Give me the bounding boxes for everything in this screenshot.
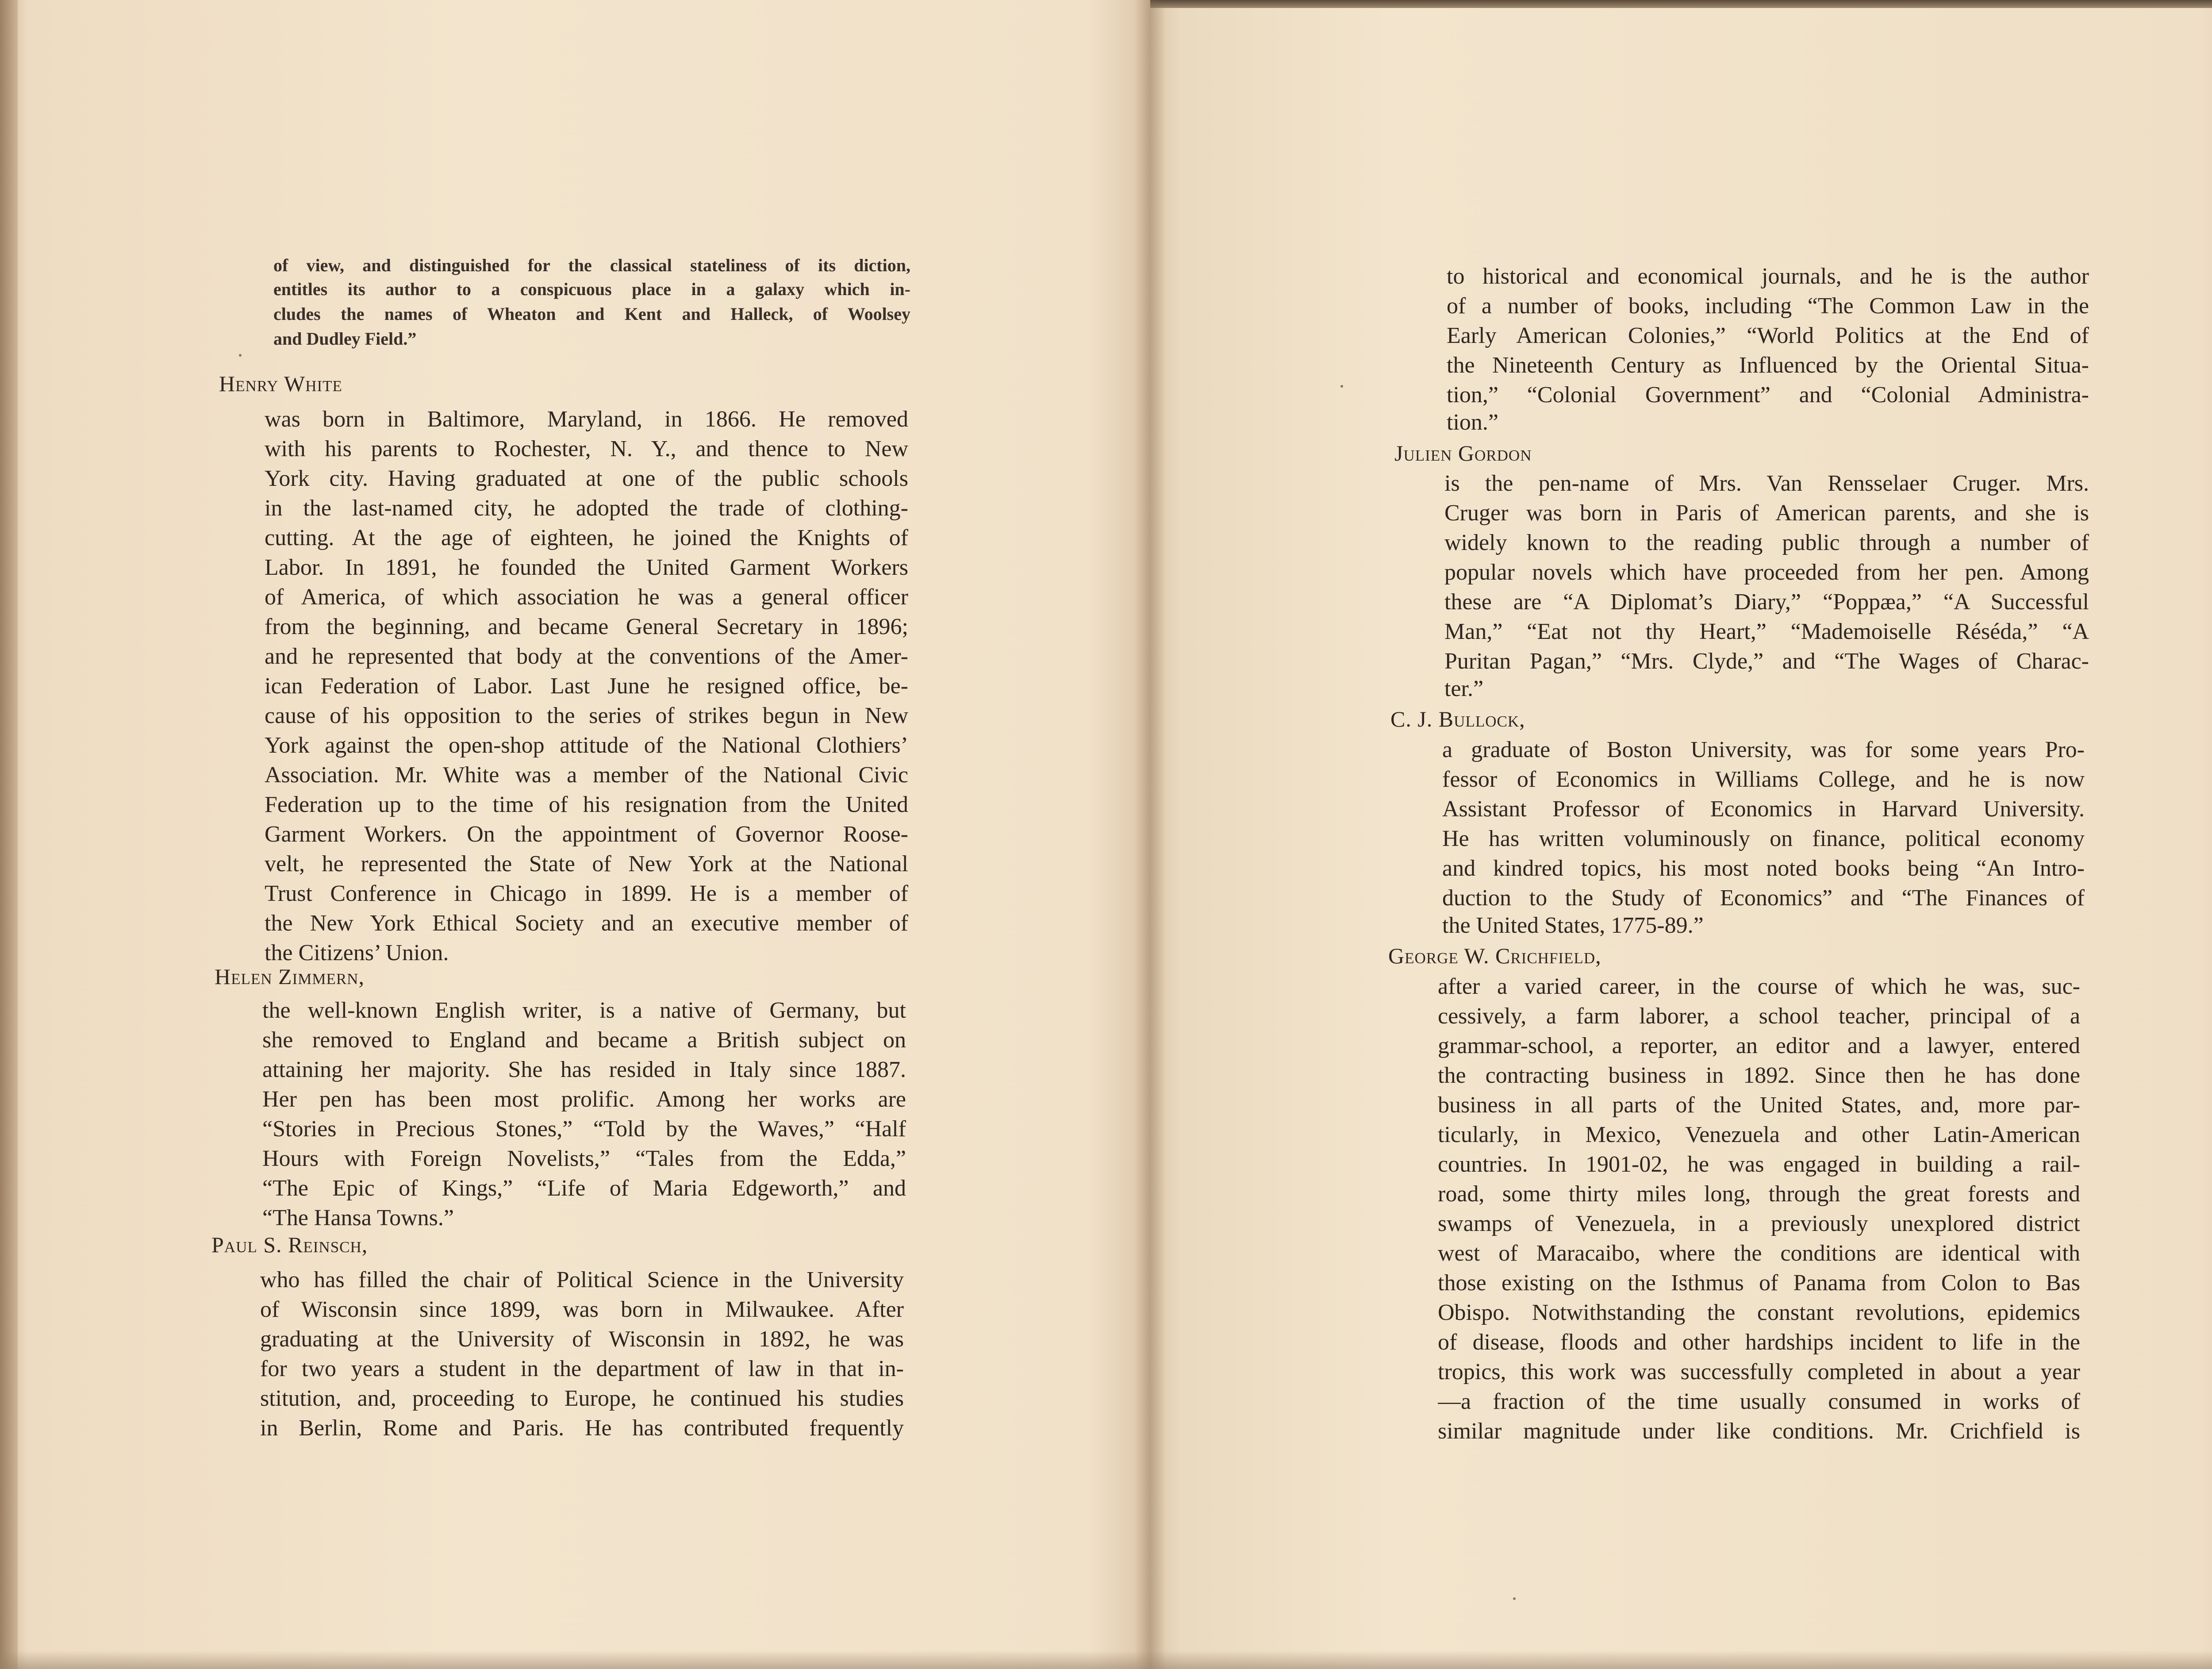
entry-line: of America, of which association he was a general officer	[265, 585, 908, 610]
entry-line: “Stories in Precious Stones,” “Told by the Waves,” “Half	[262, 1116, 906, 1142]
entry-line: the well-known English writer, is a native of Germany, but	[262, 998, 906, 1023]
entry-line: who has filled the chair of Political Science in the University	[260, 1267, 904, 1292]
entry-line: York against the open-shop attitude of the National Clothiers’	[265, 733, 908, 758]
continuation-line: the Nineteenth Century as Influenced by the Oriental Situa-	[1447, 353, 2089, 378]
entry-line: fessor of Economics in Williams College, and he is now	[1442, 767, 2085, 792]
continuation-line: Early American Colonies,” “World Politics at the End of	[1447, 323, 2089, 348]
entry-line: cutting. At the age of eighteen, he joined the Knights of	[265, 525, 908, 550]
entry-line: Assistant Professor of Economics in Harvard University.	[1442, 796, 2085, 822]
entry-line: after a varied career, in the course of which he was, suc-	[1438, 974, 2080, 999]
entry-line: the United States, 1775-89.”	[1442, 913, 1704, 938]
entry-name: C. J. Bullock,	[1390, 707, 1525, 731]
entry-line: Obispo. Notwithstanding the constant revolutions, epidemics	[1438, 1300, 2080, 1325]
entry-line: “The Hansa Towns.”	[262, 1205, 454, 1231]
entry-line: Cruger was born in Paris of American parents, and she is	[1444, 500, 2089, 526]
entry-line: west of Maracaibo, where the conditions are identical with	[1438, 1241, 2080, 1266]
entry-line: Labor. In 1891, he founded the United Garment Workers	[265, 555, 908, 580]
entry-line: a graduate of Boston University, was for some years Pro-	[1442, 737, 2085, 762]
entry-line: “The Epic of Kings,” “Life of Maria Edgeworth,” and	[262, 1176, 906, 1201]
entry-line: was born in Baltimore, Maryland, in 1866. He removed	[265, 407, 908, 432]
entry-line: of Wisconsin since 1899, was born in Milwaukee. After	[260, 1297, 904, 1322]
entry-line: these are “A Diplomat’s Diary,” “Poppæa,” “A Successful	[1444, 589, 2089, 615]
entry-line: with his parents to Rochester, N. Y., and thence to New	[265, 436, 908, 461]
entry-line: of disease, floods and other hardships incident to life in the	[1438, 1330, 2080, 1355]
quote-line: cludes the names of Wheaton and Kent and Halleck, of Woolsey	[273, 304, 910, 324]
entry-name: Julien Gordon	[1394, 441, 1532, 465]
continuation-line: tion.”	[1447, 410, 1498, 435]
entry-line: York city. Having graduated at one of the public schools	[265, 466, 908, 491]
entry-line: ican Federation of Labor. Last June he resigned office, be-	[265, 673, 908, 699]
entry-name: Paul S. Reinsch,	[211, 1232, 368, 1257]
entry-line: business in all parts of the United States, and, more par-	[1438, 1092, 2080, 1118]
entry-line: Association. Mr. White was a member of the National Civic	[265, 762, 908, 788]
entry-line: from the beginning, and became General Secretary in 1896;	[265, 614, 908, 639]
entry-line: and he represented that body at the conventions of the Amer-	[265, 644, 908, 669]
entry-line: the contracting business in 1892. Since then he has done	[1438, 1063, 2080, 1088]
entry-line: stitution, and, proceeding to Europe, he continued his studies	[260, 1386, 904, 1411]
entry-line: in Berlin, Rome and Paris. He has contributed frequently	[260, 1415, 904, 1441]
entry-line: velt, he represented the State of New York at the National	[265, 851, 908, 877]
entry-line: similar magnitude under like conditions. Mr. Crichfield is	[1438, 1419, 2080, 1444]
entry-line: ticularly, in Mexico, Venezuela and other Latin-American	[1438, 1122, 2080, 1147]
entry-line: attaining her majority. She has resided in Italy since 1887.	[262, 1057, 906, 1082]
entry-line: ter.”	[1444, 676, 1484, 701]
entry-line: cause of his opposition to the series of strikes begun in New	[265, 703, 908, 728]
entry-line: graduating at the University of Wisconsin in 1892, he was	[260, 1327, 904, 1352]
entry-line: is the pen-name of Mrs. Van Rensselaer Cruger. Mrs.	[1444, 471, 2089, 496]
entry-name: George W. Crichfield,	[1388, 943, 1601, 968]
entry-line: Federation up to the time of his resignation from the United	[265, 792, 908, 817]
entry-line: the New York Ethical Society and an executive member of	[265, 911, 908, 936]
entry-line: Hours with Foreign Novelists,” “Tales from the Edda,”	[262, 1146, 906, 1171]
entry-line: in the last-named city, he adopted the trade of clothing-	[265, 496, 908, 521]
entry-line: Trust Conference in Chicago in 1899. He is a member of	[265, 881, 908, 906]
entry-line: countries. In 1901-02, he was engaged in building a rail-	[1438, 1152, 2080, 1177]
entry-line: He has written voluminously on finance, political economy	[1442, 826, 2085, 851]
continuation-line: tion,” “Colonial Government” and “Colonial Administra-	[1447, 382, 2089, 408]
entry-name: Helen Zimmern,	[215, 964, 365, 989]
entry-name: Henry White	[219, 371, 342, 396]
entry-line: for two years a student in the department of law in that in-	[260, 1356, 904, 1381]
entry-line: Her pen has been most prolific. Among her works are	[262, 1087, 906, 1112]
quote-line: entitles its author to a conspicuous place in a galaxy which in-	[273, 279, 910, 299]
entry-line: swamps of Venezuela, in a previously unexplored district	[1438, 1211, 2080, 1236]
continuation-line: to historical and economical journals, and he is the author	[1447, 264, 2089, 289]
entry-line: cessively, a farm laborer, a school teacher, principal of a	[1438, 1004, 2080, 1029]
entry-line: grammar-school, a reporter, an editor and a lawyer, entered	[1438, 1033, 2080, 1058]
continuation-line: of a number of books, including “The Common Law in the	[1447, 293, 2089, 319]
entry-line: Garment Workers. On the appointment of Governor Roose-	[265, 822, 908, 847]
quote-line: of view, and distinguished for the classical stateliness of its diction,	[273, 255, 910, 275]
entry-line: the Citizens’ Union.	[265, 940, 449, 965]
entry-line: those existing on the Isthmus of Panama from Colon to Bas	[1438, 1270, 2080, 1296]
entry-line: popular novels which have proceeded from her pen. Among	[1444, 560, 2089, 585]
entry-line: —a fraction of the time usually consumed in works of	[1438, 1389, 2080, 1414]
entry-line: she removed to England and became a British subject on	[262, 1027, 906, 1053]
entry-line: duction to the Study of Economics” and “The Finances of	[1442, 885, 2085, 911]
entry-line: Man,” “Eat not thy Heart,” “Mademoiselle Réséda,” “A	[1444, 619, 2089, 644]
entry-line: Puritan Pagan,” “Mrs. Clyde,” and “The Wages of Charac-	[1444, 649, 2089, 674]
entry-line: widely known to the reading public through a number of	[1444, 530, 2089, 555]
entry-line: tropics, this work was successfully completed in about a year	[1438, 1359, 2080, 1384]
quote-line: and Dudley Field.”	[273, 329, 417, 349]
entry-line: and kindred topics, his most noted books being “An Intro-	[1442, 856, 2085, 881]
entry-line: road, some thirty miles long, through the great forests and	[1438, 1181, 2080, 1207]
